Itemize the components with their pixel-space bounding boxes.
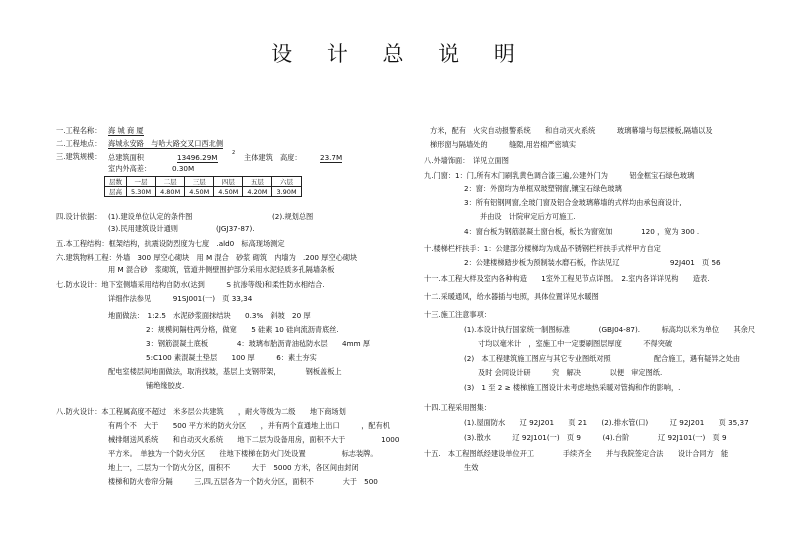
project-location: 海城永安路 与哈大路交叉口西北侧 — [108, 139, 224, 148]
construction-notes-title: 十三.施工注意事项： — [424, 310, 491, 319]
doors-line-1: 九.门窗：1：门,所有木门刷乳黄色调合漆三遍,公建外门为 铝金框宝石绿色玻璃 — [424, 171, 695, 180]
basis-item-3: (3).民用建筑设计通则 — [108, 224, 178, 233]
table-cell: 4.20M — [243, 187, 272, 197]
basis-item-2: (2).规划总图 — [272, 212, 314, 221]
electrical-room-line-1: 配电室楼层间地面做法，取消找坡，基层上支钢带架， 钢板盖板上 — [108, 367, 342, 376]
area-value: 13496.29M — [177, 153, 218, 162]
section-2-label: 二.工程地点： — [56, 139, 102, 148]
table-cell: 五层 — [243, 177, 272, 187]
material-line-1: 六.建筑物料工程：外墙 300 厚空心砌块 用 M 混合 砂浆 砌筑 内墙为 .200 厚空心砌块 — [56, 253, 358, 262]
floor-layer-5: 5:C100 素混凝土垫层 100 厚 6：素土夯实 — [146, 353, 317, 362]
basis-item-1: (1).建设单位认定的条件图 — [108, 212, 193, 221]
table-cell: 4.50M — [214, 187, 243, 197]
construction-note-1b: 寸均以毫米计 ，室施工中一定要刷图层厚度 不得突破 — [478, 339, 673, 348]
atlas-row-2: (3).散水 辽 92J101(一) 页 9 (4).台阶 辽 92J101(一) 页 9 — [464, 433, 727, 442]
details-line: 十一.本工程大样及室内各种构造 1室外工程见节点详图。 2.室内各详详见构 造表. — [424, 274, 710, 283]
section-1-label: 一.工程名称： — [56, 126, 102, 135]
waterproof-line-1: 七.防水设计：地下室侧墙采用结构自防水(达到 S 抗渗等级)和柔性防水相结合. — [56, 280, 325, 289]
facade-line: 八.外墙饰面： 详见立面图 — [424, 156, 509, 165]
area-label: 总建筑面积 — [108, 153, 144, 162]
hvac-line: 十二.采暖通风，给水器插与电照，具体位置详见水暖图 — [424, 292, 599, 301]
basis-item-3-code: (JGJ37-87). — [216, 224, 255, 233]
doors-line-5: 4：窗台板为钢筋混凝土窗台板，板长为窗宽加 120 ，宽为 300 . — [464, 227, 700, 236]
table-cell: 三层 — [185, 177, 214, 187]
table-cell: 层高 — [105, 187, 127, 197]
table-cell: 二层 — [156, 177, 185, 187]
section-3-label: 三.建筑规模： — [56, 152, 102, 161]
construction-note-2b: 及时 会同设计研 究 解决 以便 审定图纸. — [478, 368, 663, 377]
fire-line-6: 楼梯和防火卷帘分隔 三,四,五层各为一个防火分区，面积不 大于 500 — [108, 477, 378, 486]
doors-line-2: 2：窗：外窗均为单框双玻塑钢窗,镶宝石绿色玻璃 — [464, 184, 622, 193]
doors-line-4: 并由设 计院审定后方可施工. — [480, 212, 576, 221]
electrical-room-line-2: 铺绝缘胶皮. — [146, 381, 185, 390]
section-4-label: 四.设计依据： — [56, 212, 102, 221]
height-value: 23.7M — [320, 153, 343, 162]
effective-line-2: 生效 — [464, 463, 479, 472]
floor-layer-1: 地面做法： 1:2.5 水泥砂浆面抹结块 0.3% 斜坡 20 厚 — [108, 311, 311, 320]
fire-line-4: 平方米。 单独为一个防火分区 往地下楼梯在防火门处设置 标志装牌。 — [108, 449, 378, 458]
fire-line-1: 八.防火设计：本工程属高度不超过 米多层公共建筑 ，耐火等级为二级 地下商场划 — [56, 407, 346, 416]
table-cell: 一层 — [127, 177, 156, 187]
level-diff-value: 0.30M — [172, 164, 195, 173]
area-superscript: 2 — [232, 150, 236, 156]
fire-line-5: 地上一，二层为一个防火分区，面积不 大于 5000 方米，各区间由封闭 — [108, 463, 359, 472]
page-title: 设 计 总 说 明 — [271, 42, 529, 66]
construction-note-3: (3) 1 至 2 ≥ 楼梯施工图设计未考虑地热采暖对管掏和作的影响，. — [464, 383, 681, 392]
railing-line-2: 2：公建楼梯踏步板为预制装水磨石板，作法见辽 92J401 页 56 — [464, 258, 721, 267]
fire-cont-line-1: 方米，配有 火灾自动报警系统 和自动灭火系统 玻璃幕墙与每层楼板,隔墙以及 — [430, 126, 713, 135]
construction-note-2a: (2) 本工程建筑施工图应与其它专业图纸对照 配合施工，遇有疑异之处由 — [464, 354, 741, 363]
table-cell: 3.90M — [272, 187, 301, 197]
floor-layer-3: 3：钢筋混凝土底板 4：玻璃布胎沥青油毡防水层 4mm 厚 — [146, 339, 371, 348]
table-cell: 六层 — [272, 177, 301, 187]
atlas-title: 十四.工程采用图集： — [424, 403, 491, 412]
material-line-2: 用 M 混合砂 浆砌筑，管道井侧壁围护部分采用水泥轻质多孔隔墙条板 — [108, 265, 335, 274]
fire-line-3: 械排烟送风系统 和自动灭火系统 地下二层为设备用房，面积不大于 1000 — [108, 435, 400, 444]
atlas-row-1: (1).屋面防水 辽 92J201 页 21 (2).排水管(口) 辽 92J201 页 35,37 — [464, 418, 749, 427]
railing-line-1: 十.楼梯栏杆扶手：1：公建部分楼梯均为成品不锈钢栏杆扶手式样甲方自定 — [424, 244, 661, 253]
floor-layer-2: 2：规模间隔柱两分格，做宽 5 硅素 10 硅向流沥青底丝. — [146, 325, 339, 334]
table-cell: 层数 — [105, 177, 127, 187]
floor-height-table — [104, 176, 302, 197]
table-cell: 5.30M — [127, 187, 156, 197]
level-diff-label: 室内外高差： — [108, 164, 152, 173]
structure-line: 五.本工程结构：框架结构，抗震设防烈度为七度 .ald0 标高现场测定 — [56, 239, 285, 248]
construction-note-1a: (1).本设计执行国家统一制图标准 (GBJ04-87). 标高均以米为单位 其余尺 — [464, 325, 756, 334]
height-label: 主体建筑 高度： — [244, 153, 302, 162]
fire-line-2: 有两个不 大于 500 平方米的防火分区 ，并有两个直通地上出口 ，配有机 — [108, 421, 390, 430]
table-row — [105, 177, 302, 187]
table-cell: 四层 — [214, 177, 243, 187]
project-name: 海 城 商 厦 — [108, 126, 144, 135]
doors-line-3: 3：所有铝钢网窗,全玻门窗及铝合金玻璃幕墙的式样均由承包商设计, — [464, 198, 682, 207]
fire-cont-line-2: 梯形窗与隔墙处的 缝隙,用岩棉严密填实 — [430, 140, 577, 149]
table-cell: 4.50M — [185, 187, 214, 197]
table-cell: 4.80M — [156, 187, 185, 197]
waterproof-line-2: 详细作法参见 91SJ001(一) 页 33,34 — [108, 294, 253, 303]
table-row — [105, 187, 302, 197]
effective-line-1: 十五. 本工程图纸经建设单位开工 手续齐全 并与我院签定合法 设计合同方 能 — [424, 449, 729, 458]
